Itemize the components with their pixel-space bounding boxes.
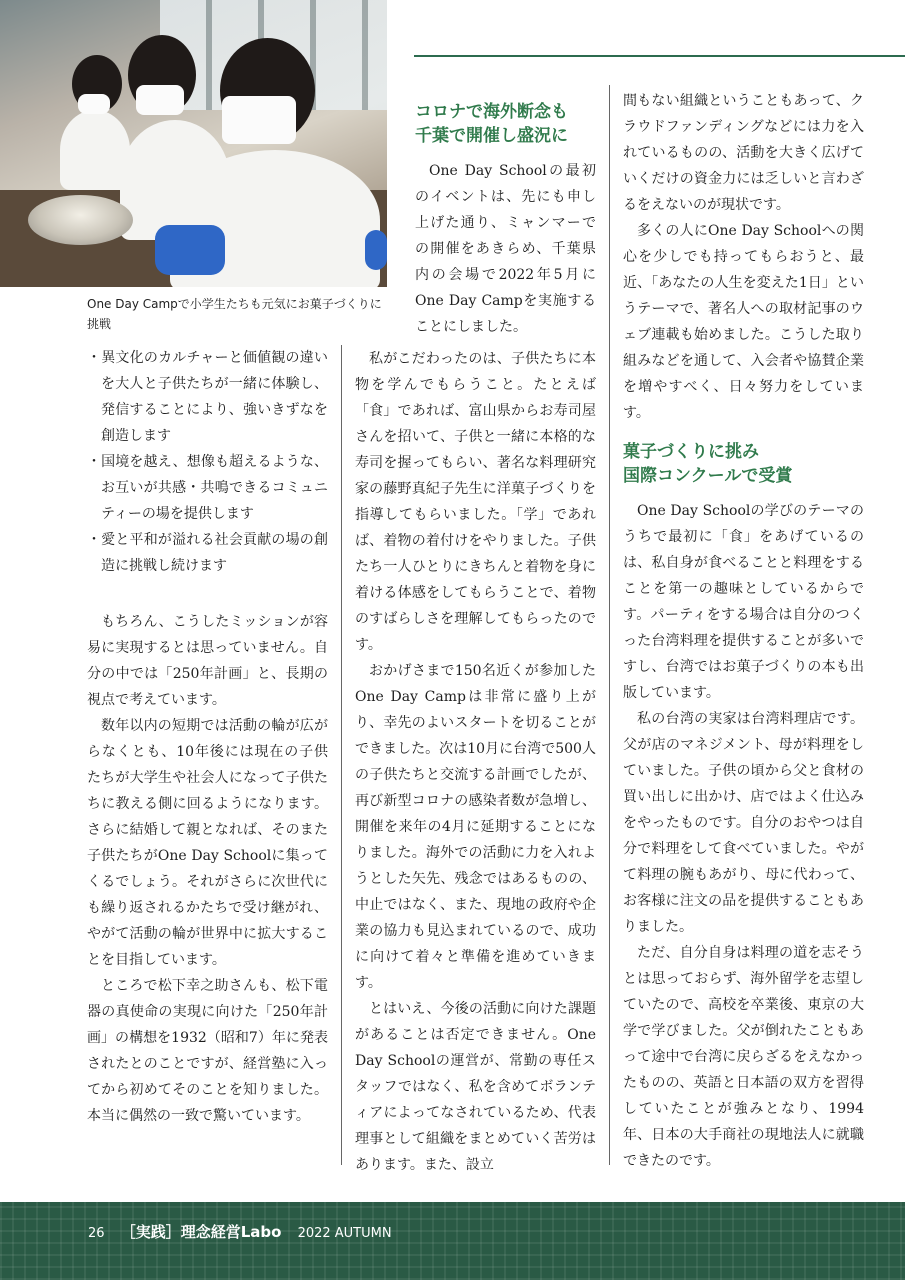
heading-line: 国際コンクールで受賞 (623, 466, 793, 486)
paragraph: ところで松下幸之助さんも、松下電器の真使命の実現に向けた「250年計画」の構想を1932（昭和7）年に発表されたとのことですが、経営塾に入ってから初めてそのことを知りました。本当に偶然の一致で驚いています。 (87, 978, 328, 1124)
magazine-title: ［実践］理念経営Labo (120, 1223, 282, 1241)
top-rule (414, 55, 905, 57)
paragraph: おかげさまで150名近くが参加したOne Day Campは非常に盛り上がり、幸先のよいスタートを切ることができました。次は10月に台湾で500人の子供たちと交流する計画でしたが、再び新型コロナの感染者数が急増し、開催を来年の4月に延期することになりました。海外での活動に力を入れようとした矢先、残念ではあるものの、中止ではなく、また、現地の政府や企業の協力も見込まれているので、成功に向けて着々と準備を進めていきます。 (355, 663, 596, 991)
photo-children-baking (0, 0, 387, 287)
paragraph: 私がこだわったのは、子供たちに本物を学んでもらうこと。たとえば「食」であれば、富山県からお寿司屋さんを招いて、子供と一緒に本格的な寿司を握ってもらい、著名な料理研究家の藤野真紀子先生に洋菓子づくりを指導してもらいました。「学」であれば、着物の着付けをやりました。子供たち一人ひとりにきちんと着物を身に着ける体感をしてもらうことで、着物のすばらしさを理解してもらったのです。 (355, 351, 596, 653)
paragraph: もちろん、こうしたミッションが容易に実現するとは思っていません。自分の中では「250年計画」と、長期の視点で考えています。 (87, 614, 328, 708)
heading-line: コロナで海外断念も (415, 102, 568, 122)
paragraph: 私の台湾の実家は台湾料理店です。父が店のマネジメント、母が料理をしていました。子供の頃から父と食材の買い出しに出かけ、店ではよく仕込みをやったものです。自分のおやつは自分で料理をして食べていました。やがて料理の腕もあがり、母に代わって、お客様に注文の品を提供することもありました。 (623, 711, 864, 935)
paragraph: One Day Schoolの最初のイベントは、先にも申し上げた通り、ミャンマーでの開催をあきらめ、千葉県内の会場で2022年5月にOne Day Campを実施することにしました。 (415, 163, 596, 335)
section-heading (415, 100, 596, 148)
paragraph: とはいえ、今後の活動に向けた課題があることは否定できません。One Day Schoolの運営が、常勤の専任スタッフではなく、私を含めてボランティアによってなされているため、代表理事として組織をまとめていく苦労はあります。また、設立 (355, 1001, 596, 1173)
paragraph: 数年以内の短期では活動の輪が広がらなくとも、10年後には現在の子供たちが大学生や社会人になって子供たちに教える側に回るようになります。さらに結婚して親となれば、そのまた子供たちがOne Day Schoolに集ってくるでしょう。それがさらに次世代にも繰り返されるかたちで受け継がれ、やがて活動の輪が世界中に拡大することを目指しています。 (87, 718, 328, 968)
column-divider (609, 85, 610, 1165)
heading-line: 菓子づくりに挑み (623, 442, 759, 462)
mission-list (87, 345, 328, 579)
column-2 (355, 100, 596, 1178)
column-3 (623, 88, 864, 1174)
section-heading (623, 440, 864, 488)
paragraph: 間もない組織ということもあって、クラウドファンディングなどには力を入れているものの、活動を大きく広げていくだけの資金力には乏しいと言わざるをえないのが現状です。 (623, 93, 864, 213)
footer (88, 1222, 404, 1242)
column-1 (87, 345, 328, 1129)
page-number: 26 (88, 1226, 105, 1241)
column-divider (341, 345, 342, 1165)
list-item: ・愛と平和が溢れる社会貢献の場の創造に挑戦し続けます (87, 532, 328, 574)
heading-line: 千葉で開催し盛況に (415, 126, 568, 146)
paragraph: ただ、自分自身は料理の道を志そうとは思っておらず、海外留学を志望していたので、高校を卒業後、東京の大学で学びました。父が倒れたこともあって途中で台湾に戻らざるをえなかったものの、英語と日本語の双方を習得していたことが強みとなり、1994年、日本の大手商社の現地法人に就職できたのです。 (623, 945, 864, 1169)
list-item: ・異文化のカルチャーと価値観の違いを大人と子供たちが一緒に体験し、発信することにより、強いきずなを創造します (87, 350, 328, 444)
issue-label: 2022 AUTUMN (297, 1226, 392, 1241)
list-item: ・国境を越え、想像も超えるような、お互いが共感・共鳴できるコミュニティーの場を提供します (87, 454, 328, 522)
paragraph: 多くの人にOne Day Schoolへの関心を少しでも持ってもらおうと、最近、「あなたの人生を変えた1日」というテーマで、著名人への取材記事のウェブ連載も始めました。こうした取り組みなどを通して、入会者や協賛企業を増やすべく、日々努力をしています。 (623, 223, 864, 421)
photo-caption: One Day Campで小学生たちも元気にお菓子づくりに挑戦 (87, 297, 382, 331)
paragraph: One Day Schoolの学びのテーマのうちで最初に「食」をあげているのは、私自身が食べることと料理をすることを第一の趣味としているからです。パーティをする場合は自分のつくった台湾料理を提供することが多いですし、台湾ではお菓子づくりの本も出版しています。 (623, 503, 864, 701)
